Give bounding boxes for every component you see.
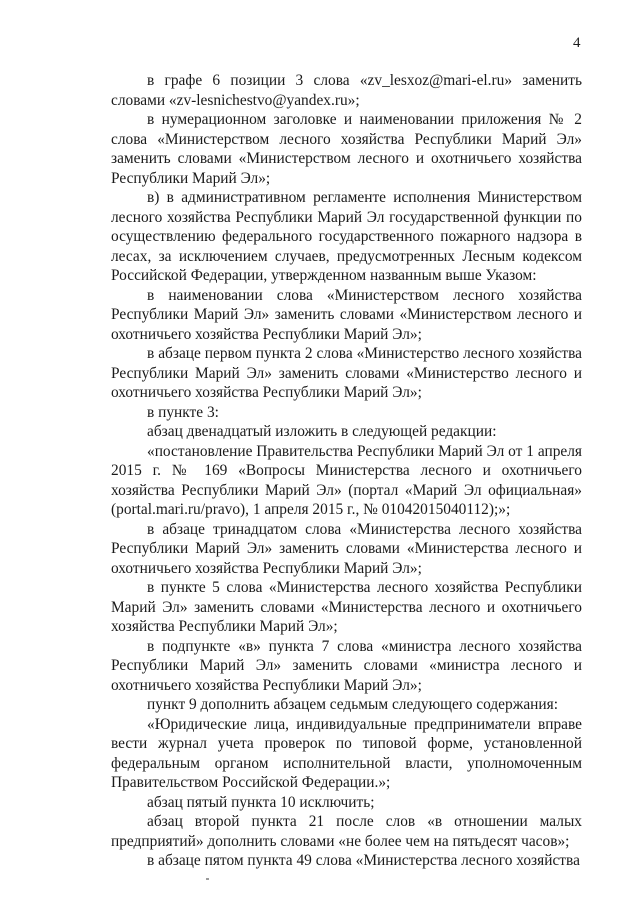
paragraph: в абзаце пятом пункта 49 слова «Министерства лесного хозяйства	[147, 852, 580, 869]
paragraph: абзац пятый пункта 10 исключить;	[147, 793, 375, 811]
paragraph: в пункте 3:	[147, 403, 219, 421]
paragraph: абзац второй пункта 21 после слов «в отношении малых предприятий» дополнить словами «не более чем на пятьдесят часов»;	[111, 813, 582, 850]
paragraph: «Юридические лица, индивидуальные предприниматели вправе вести журнал учета проверок по типовой форме, установленной федеральным органом исполнительной власти, уполномоченным Правительством Российской Федерации.»;	[111, 715, 582, 791]
paragraph: «постановление Правительства Республики Марий Эл от 1 апреля 2015 г. № 169 «Вопросы Министерства лесного и охотничьего хозяйства Республики Марий Эл» (портал «Марий Эл официальная» (portal.mari.ru/pravo), 1 апреля 2015 г., № 01042015040112);»;	[111, 442, 582, 518]
paragraph: в пункте 5 слова «Министерства лесного хозяйства Республики Марий Эл» заменить словами «Министерства лесного и охотничьего хозяйства Республики Марий Эл»;	[111, 579, 582, 635]
page-number: 4	[573, 35, 581, 51]
paragraph: пункт 9 дополнить абзацем седьмым следующего содержания:	[147, 696, 558, 713]
paragraph: в наименовании слова «Министерством лесного хозяйства Республики Марий Эл» заменить словами «Министерством лесного и охотничьего хозяйства Республики Марий Эл»;	[111, 286, 582, 343]
paragraph: в) в административном регламенте исполнения Министерством лесного хозяйства Республики Марий Эл государственной функции по осуществлению федерального государственного пожарного надзора в лесах, за исключением случаев, предусмотренных Лесным кодексом Российской Федерации, утвержденном названным выше Указом:	[111, 189, 582, 284]
paragraph: в абзаце первом пункта 2 слова «Министерство лесного хозяйства Республики Марий Эл» заменить словами «Министерство лесного и охотничьего хозяйства Республики Марий Эл»;	[111, 345, 582, 401]
paragraph: в подпункте «в» пункта 7 слова «министра лесного хозяйства Республики Марий Эл» заменить словами «министра лесного и охотничьего хозяйства Республики Марий Эл»;	[111, 637, 582, 694]
scan-dot-mark	[206, 878, 209, 880]
paragraph: в нумерационном заголовке и наименовании приложения № 2 слова «Министерством лесного хозяйства Республики Марий Эл» заменить словами «Министерством лесного и охотничьего хозяйства Республики Марий Эл»;	[111, 111, 582, 187]
paragraph: в графе 6 позиции 3 слова «zv_lesxoz@mari-el.ru» заменить словами «zv-lesnichestvo@yandex.ru»;	[111, 72, 582, 109]
paragraph: в абзаце тринадцатом слова «Министерства лесного хозяйства Республики Марий Эл» заменить словами «Министерства лесного и охотничьего хозяйства Республики Марий Эл»;	[111, 520, 582, 577]
document-body	[111, 71, 582, 871]
paragraph: абзац двенадцатый изложить в следующей редакции:	[147, 423, 497, 440]
